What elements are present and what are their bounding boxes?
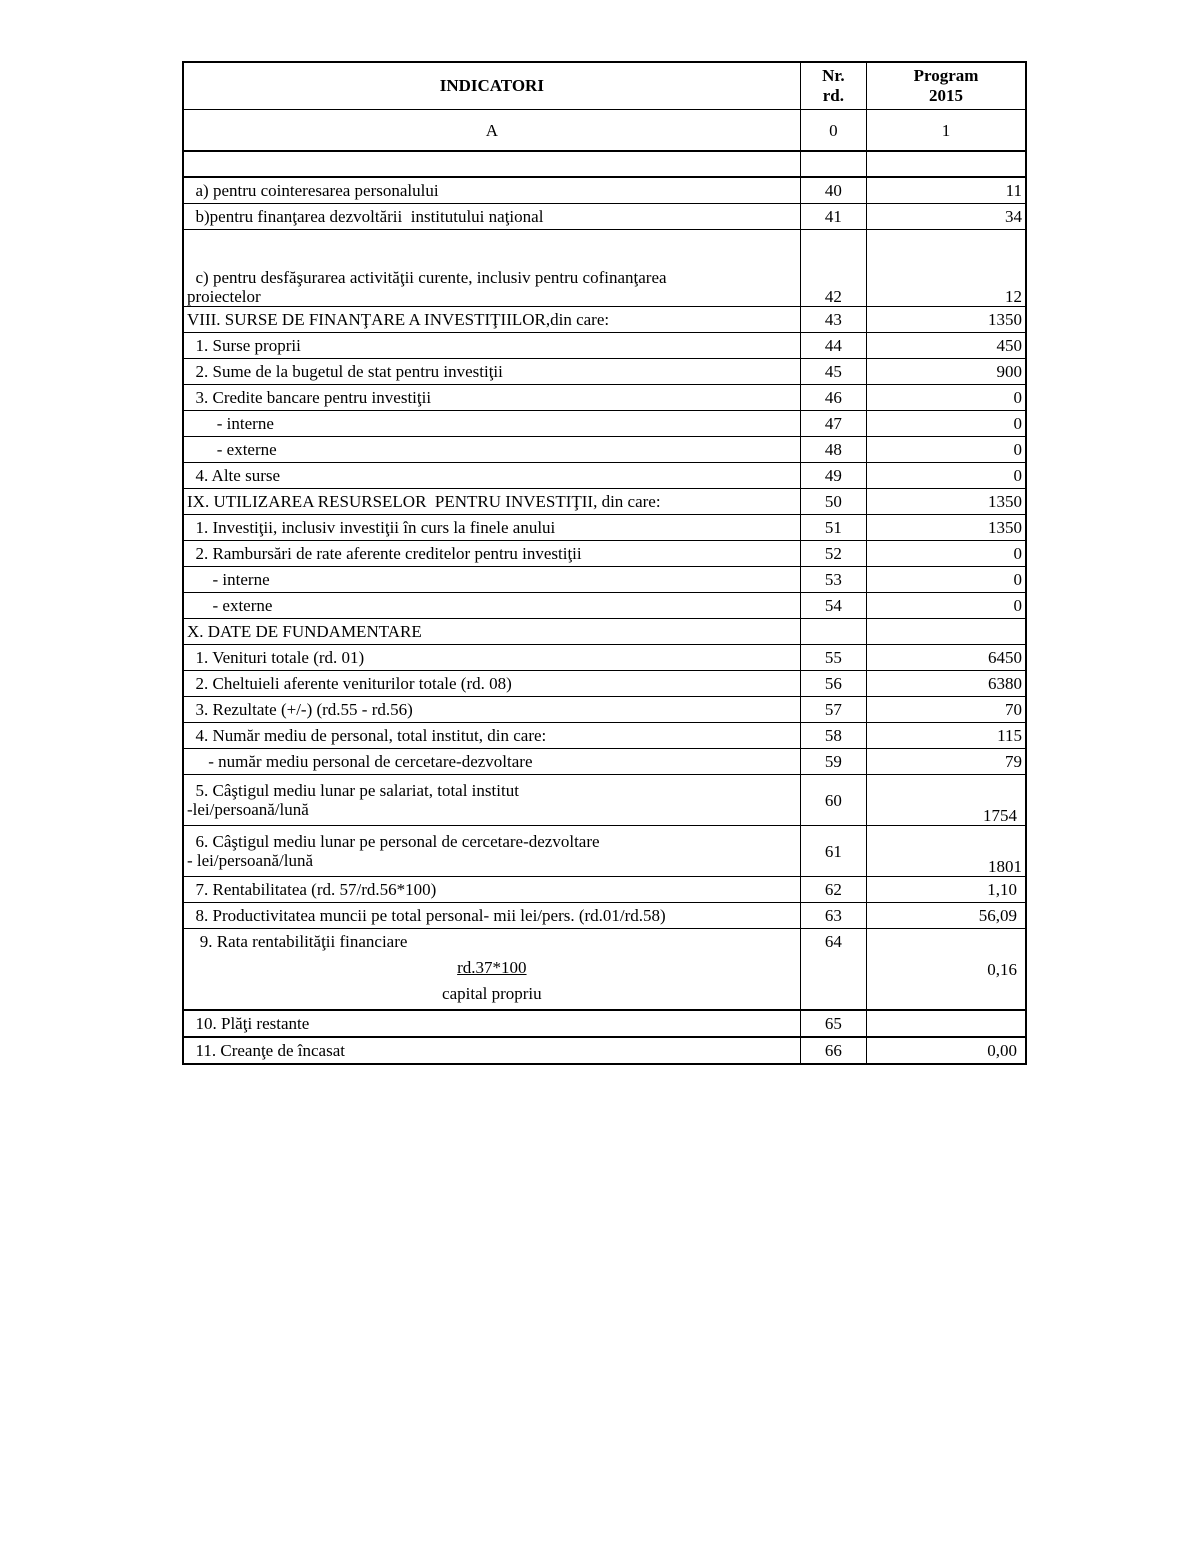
table-row — [183, 411, 1026, 437]
row-label: 3. Rezultate (+/-) (rd.55 - rd.56) — [183, 697, 800, 723]
indicators-table — [182, 61, 1027, 1065]
table-row — [183, 903, 1026, 929]
row-label: 2. Cheltuieli aferente veniturilor totale (rd. 08) — [183, 671, 800, 697]
row-value — [867, 619, 1026, 645]
blank-cell — [800, 151, 866, 177]
row-label: - interne — [183, 567, 800, 593]
row-nr: 44 — [800, 333, 866, 359]
table-row — [183, 307, 1026, 333]
row-nr: 56 — [800, 671, 866, 697]
table-row — [183, 645, 1026, 671]
row-value: 6380 — [867, 671, 1026, 697]
header-nr-rd: Nr. rd. — [800, 62, 866, 110]
row-nr: 58 — [800, 723, 866, 749]
table-row — [183, 437, 1026, 463]
table-row — [183, 749, 1026, 775]
fraction-denominator: capital propriu — [442, 984, 542, 1003]
row-nr: 43 — [800, 307, 866, 333]
header-program: Program 2015 — [867, 62, 1026, 110]
row-value: 1350 — [867, 489, 1026, 515]
table-row — [183, 929, 1026, 1011]
row-label: 4. Număr mediu de personal, total institut, din care: — [183, 723, 800, 749]
index-val: 1 — [867, 110, 1026, 152]
row-label: b)pentru finanţarea dezvoltării institutului naţional — [183, 204, 800, 230]
row-value: 0 — [867, 463, 1026, 489]
row-value: 115 — [867, 723, 1026, 749]
row-label: a) pentru cointeresarea personalului — [183, 177, 800, 204]
row-nr: 64 — [800, 929, 866, 1011]
row-nr: 49 — [800, 463, 866, 489]
row-nr: 46 — [800, 385, 866, 411]
row-label — [183, 775, 800, 826]
column-index-row — [183, 110, 1026, 152]
row-nr: 61 — [800, 826, 866, 877]
row-nr: 55 — [800, 645, 866, 671]
row-nr: 66 — [800, 1037, 866, 1064]
row-label: - externe — [183, 593, 800, 619]
table-row — [183, 385, 1026, 411]
row-value: 0 — [867, 541, 1026, 567]
table-row — [183, 463, 1026, 489]
row-nr: 59 — [800, 749, 866, 775]
row-label: - număr mediu personal de cercetare-dezvoltare — [183, 749, 800, 775]
table-row — [183, 826, 1026, 877]
row-label-line1: 6. Câştigul mediu lunar pe personal de cercetare-dezvoltare — [187, 832, 600, 851]
row-value: 1801 — [867, 826, 1026, 877]
row-nr: 54 — [800, 593, 866, 619]
row-label-line2: proiectelor — [187, 287, 261, 306]
row-nr: 65 — [800, 1010, 866, 1037]
row-label: X. DATE DE FUNDAMENTARE — [183, 619, 800, 645]
row-value: 0,00 — [867, 1037, 1026, 1064]
row-value: 0,16 — [867, 929, 1026, 1011]
row-nr: 52 — [800, 541, 866, 567]
table-row — [183, 177, 1026, 204]
row-value: 900 — [867, 359, 1026, 385]
row-label: 10. Plăţi restante — [183, 1010, 800, 1037]
index-a: A — [183, 110, 800, 152]
table-row — [183, 1037, 1026, 1064]
table-header-row — [183, 62, 1026, 110]
table-row — [183, 775, 1026, 826]
table-row — [183, 489, 1026, 515]
row-nr: 62 — [800, 877, 866, 903]
row-value: 11 — [867, 177, 1026, 204]
table-row — [183, 230, 1026, 307]
blank-cell — [867, 151, 1026, 177]
table-row — [183, 567, 1026, 593]
table-row — [183, 619, 1026, 645]
fraction-numerator: rd.37*100 — [457, 958, 527, 977]
row-label: 2. Sume de la bugetul de stat pentru investiţii — [183, 359, 800, 385]
row-nr: 42 — [800, 230, 866, 307]
table-row — [183, 541, 1026, 567]
row-label: 1. Surse proprii — [183, 333, 800, 359]
row-value — [867, 1010, 1026, 1037]
table-row — [183, 204, 1026, 230]
row-nr: 53 — [800, 567, 866, 593]
row-label-line1: 9. Rata rentabilităţii financiare — [187, 932, 408, 951]
table-row — [183, 333, 1026, 359]
row-label: VIII. SURSE DE FINANŢARE A INVESTIŢIILOR,din care: — [183, 307, 800, 333]
row-nr: 51 — [800, 515, 866, 541]
row-nr: 50 — [800, 489, 866, 515]
blank-row — [183, 151, 1026, 177]
row-label: 2. Rambursări de rate aferente creditelor pentru investiţii — [183, 541, 800, 567]
row-nr: 45 — [800, 359, 866, 385]
row-value: 1754 — [867, 775, 1026, 826]
row-value: 1350 — [867, 515, 1026, 541]
row-nr: 63 — [800, 903, 866, 929]
row-nr — [800, 619, 866, 645]
row-label: - interne — [183, 411, 800, 437]
row-label: - externe — [183, 437, 800, 463]
fraction-numerator-wrap — [187, 955, 797, 981]
row-value: 0 — [867, 567, 1026, 593]
row-value: 1350 — [867, 307, 1026, 333]
table-row — [183, 671, 1026, 697]
row-label-line1: 5. Câştigul mediu lunar pe salariat, total institut — [187, 781, 519, 800]
row-label-line2: - lei/persoană/lună — [187, 851, 314, 870]
row-label-line1: c) pentru desfăşurarea activităţii curente, inclusiv pentru cofinanţarea — [187, 268, 667, 287]
row-label: 4. Alte surse — [183, 463, 800, 489]
row-value: 34 — [867, 204, 1026, 230]
row-value: 79 — [867, 749, 1026, 775]
row-label: 1. Investiţii, inclusiv investiţii în curs la finele anului — [183, 515, 800, 541]
row-label — [183, 230, 800, 307]
row-value: 70 — [867, 697, 1026, 723]
table-row — [183, 359, 1026, 385]
row-value: 12 — [867, 230, 1026, 307]
row-label: 11. Creanţe de încasat — [183, 1037, 800, 1064]
row-nr: 40 — [800, 177, 866, 204]
row-value: 0 — [867, 437, 1026, 463]
row-value: 0 — [867, 593, 1026, 619]
row-nr: 47 — [800, 411, 866, 437]
row-value: 0 — [867, 385, 1026, 411]
row-nr: 60 — [800, 775, 866, 826]
row-value: 6450 — [867, 645, 1026, 671]
header-indicatori: INDICATORI — [183, 62, 800, 110]
row-nr: 48 — [800, 437, 866, 463]
row-value: 450 — [867, 333, 1026, 359]
row-value: 56,09 — [867, 903, 1026, 929]
row-label-line2: -lei/persoană/lună — [187, 800, 309, 819]
table-row — [183, 593, 1026, 619]
row-label: IX. UTILIZAREA RESURSELOR PENTRU INVESTIŢII, din care: — [183, 489, 800, 515]
table-row — [183, 877, 1026, 903]
row-nr: 57 — [800, 697, 866, 723]
table-row — [183, 515, 1026, 541]
blank-cell — [183, 151, 800, 177]
row-label: 3. Credite bancare pentru investiţii — [183, 385, 800, 411]
row-label: 7. Rentabilitatea (rd. 57/rd.56*100) — [183, 877, 800, 903]
row-nr: 41 — [800, 204, 866, 230]
table-row — [183, 1010, 1026, 1037]
row-label: 8. Productivitatea muncii pe total personal- mii lei/pers. (rd.01/rd.58) — [183, 903, 800, 929]
table-row — [183, 723, 1026, 749]
table-row — [183, 697, 1026, 723]
row-value: 0 — [867, 411, 1026, 437]
row-label — [183, 826, 800, 877]
index-nr: 0 — [800, 110, 866, 152]
row-value: 1,10 — [867, 877, 1026, 903]
row-label — [183, 929, 800, 1011]
row-label: 1. Venituri totale (rd. 01) — [183, 645, 800, 671]
